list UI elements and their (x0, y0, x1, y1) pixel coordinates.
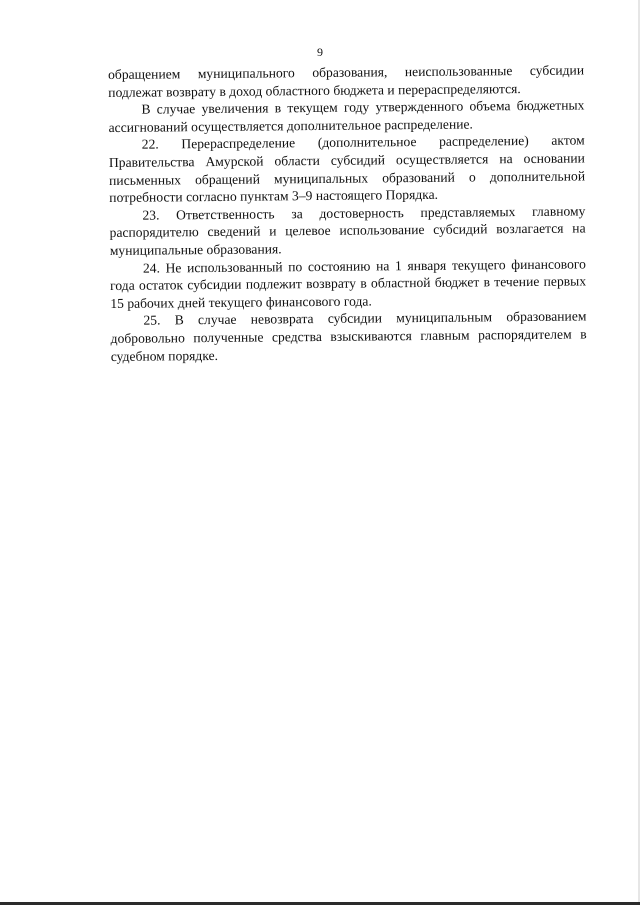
paragraph-budget-increase: В случае увеличения в текущем году утвержденного объема бюджетных ассигнований осуществляется дополнительное распределение. (108, 97, 585, 135)
paragraph-24: 24. Не использованный по состоянию на 1 января текущего финансового года остаток субсидии подлежит возврату в областной бюджет в течение первых 15 рабочих дней текущего финансового года. (110, 255, 587, 311)
document-body (108, 61, 587, 365)
paragraph-23: 23. Ответственность за достоверность представляемых главному распорядителю сведений и целевое использование субсидий возлагается на муниципальные образования. (109, 203, 586, 258)
paragraph-22: 22. Перераспределение (дополнительное распределение) актом Правительства Амурской области субсидий осуществляется на основании письменных обращений муниципальных образований о дополнительной потребности согласно пунктам 3–9 настоящего Порядка. (108, 132, 586, 206)
paragraph-25: 25. В случае невозврата субсидии муниципальным образованием добровольно полученные средства взыскиваются главным распорядителем в судебном порядке. (110, 308, 587, 364)
page-number: 9 (317, 45, 323, 59)
paragraph-continuation: обращением муниципального образования, неиспользованные субсидии подлежат возврату в доход областного бюджета и перераспределяются. (108, 62, 585, 100)
